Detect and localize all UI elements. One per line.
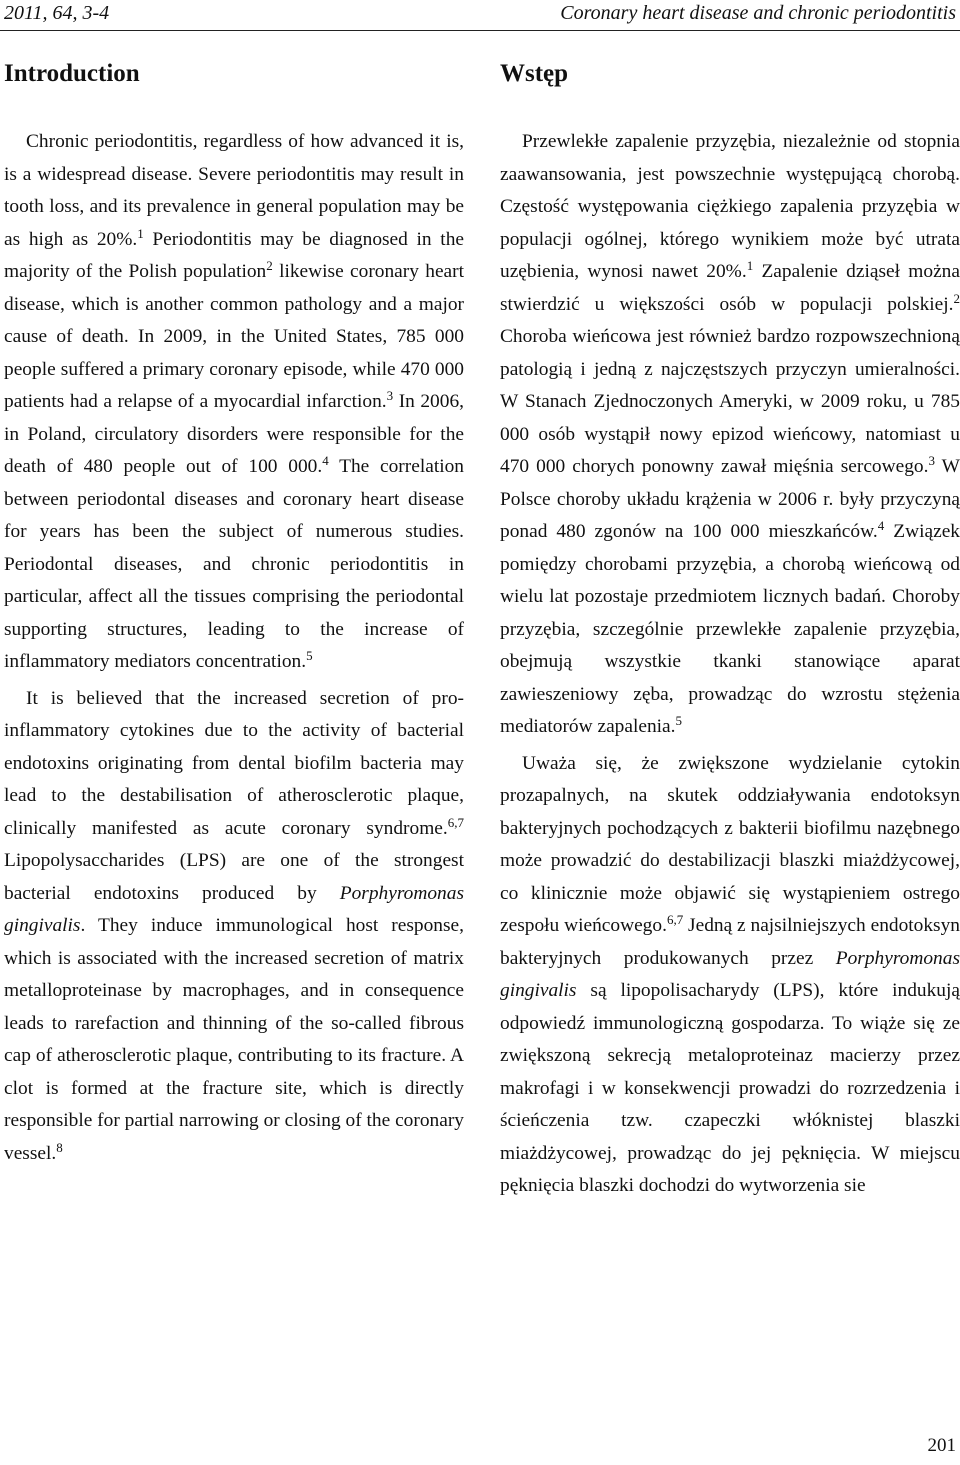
section-heading-wstep: Wstęp: [500, 60, 569, 87]
citation-ref: 8: [56, 1139, 63, 1155]
citation-ref: 3: [928, 453, 935, 468]
citation-ref: 1: [746, 258, 754, 273]
header-rule: [0, 30, 960, 31]
journal-volume: 2011, 64, 3-4: [4, 2, 110, 24]
body-paragraph: It is believed that the increased secretion of pro-inflammatory cytokines due to the activity of bacterial endotoxins originating from dental biofilm bacteria may lead to the destabilisation of atherosclerotic plaque, clinically manifested as acute coronary syndrome.$^{6,7}$ Lipopolysaccharides (LPS) are one of the strongest bacterial endotoxins produced by Porphyromonas gingivalis. They induce immunological host response, which is associated with the increased secretion of matrix metalloproteinase by macrophages, and in consequence leads to rarefaction and thinning of the so-called fibrous cap of atherosclerotic plaque, contributing to its fracture. A clot is formed at the fracture site, which is directly responsible for partial narrowing or closing of the coronary vessel.$^8$: [4, 687, 464, 1164]
citation-ref: 4: [877, 518, 885, 533]
citation-ref: 1: [137, 225, 144, 241]
citation-ref: 2: [953, 290, 960, 306]
citation-ref: 6,7: [447, 814, 464, 830]
citation-ref: 5: [675, 713, 683, 728]
body-paragraph: Uważa się, że zwiększone wydzielanie cytokin prozapalnych, na skutek oddziaływania endotoksyn bakteryjnych pochodzących z bakterii biofilmu nazębnego może prowadzić do destabilizacji blaszki miażdżycowej, co klinicznie może objawić się wystąpieniem ostrego zespołu wieńcowego.$^{6,7}$ Jedną z najsilniejszych endotoksyn bakteryjnych produkowanych przez Porphyromonas gingivalis są lipopolisacharydy (LPS), które indukują odpowiedź immunologiczną gospodarza. To wiąże się ze zwiększoną sekrecją metaloproteinaz macierzy przez makrofagi i w konsekwencji prowadzi do rozrzedzenia i ścieńczenia tzw. czapeczki włóknistej blaszki miażdżycowej, prowadząc do jej pęknięcia. W miejscu pęknięcia blaszki dochodzi do wytworzenia sie: [500, 752, 960, 1196]
polish-column: [500, 56, 960, 1203]
citation-ref: 6,7: [666, 912, 684, 927]
citation-ref: 4: [322, 453, 329, 468]
species-name: Porphyromonas gingivalis: [4, 882, 464, 936]
citation-ref: 3: [386, 388, 394, 403]
page-number: 201: [927, 1435, 956, 1456]
body-paragraph: Przewlekłe zapalenie przyzębia, niezależnie od stopnia zaawansowania, jest powszechnie występującą chorobą. Częstość występowania ciężkiego zapalenia przyzębia w populacji ogólnej, którego wynikiem może być utrata uzębienia, wynosi nawet 20%.$^1$ Zapalenie dziąseł można stwierdzić u większości osób w populacji polskiej.$^2$ Choroba wieńcowa jest również bardzo rozpowszechnioną patologią i jedną z najczęstszych przyczyn umieralności. W Stanach Zjednoczonych Ameryki, w 2009 roku, u 785 000 osób wystąpił nowy epizod wieńcowy, natomiast u 470 000 chorych ponowny zawał mięśnia sercowego.$^3$ W Polsce choroby układu krążenia w 2006 r. były przyczyną ponad 480 zgonów na 100 000 mieszkańców.$^4$ Związek pomiędzy chorobami przyzębia, a chorobą wieńcową od wielu lat pozostaje przedmiotem licznych badań. Choroby przyzębia, szczególnie przewlekłe zapalenie przyzębia, obejmują wszystkie tkanki stanowiące aparat zawieszeniowy zęba, prowadząc do wzrostu stężenia mediatorów zapalenia.$^5$: [500, 131, 960, 737]
running-title: Coronary heart disease and chronic periodontitis: [560, 2, 956, 24]
species-name: Porphyromonas gingivalis: [500, 947, 960, 1001]
running-header: [0, 0, 960, 32]
english-column: [4, 56, 464, 1170]
section-heading-introduction: Introduction: [4, 60, 140, 87]
body-paragraph: Chronic periodontitis, regardless of how advanced it is, is a widespread disease. Severe periodontitis may result in tooth loss, and its prevalence in general population may be as high as 20%.$^1$ Periodontitis may be diagnosed in the majority of the Polish population$^2$ likewise coronary heart disease, which is another common pathology and a major cause of death. In 2009, in the United States, 785 000 people suffered a primary coronary episode, while 470 000 patients had a relapse of a myocardial infarction.$^3$ In 2006, in Poland, circulatory disorders were responsible for the death of 480 people out of 100 000.$^4$ The correlation between periodontal diseases and coronary heart disease for years has been the subject of numerous studies. Periodontal diseases, and chronic periodontitis in particular, affect all the tissues comprising the periodontal supporting structures, leading to the increase of inflammatory mediators concentration.$^5$: [4, 131, 465, 672]
citation-ref: 2: [266, 258, 273, 273]
citation-ref: 5: [306, 648, 313, 663]
